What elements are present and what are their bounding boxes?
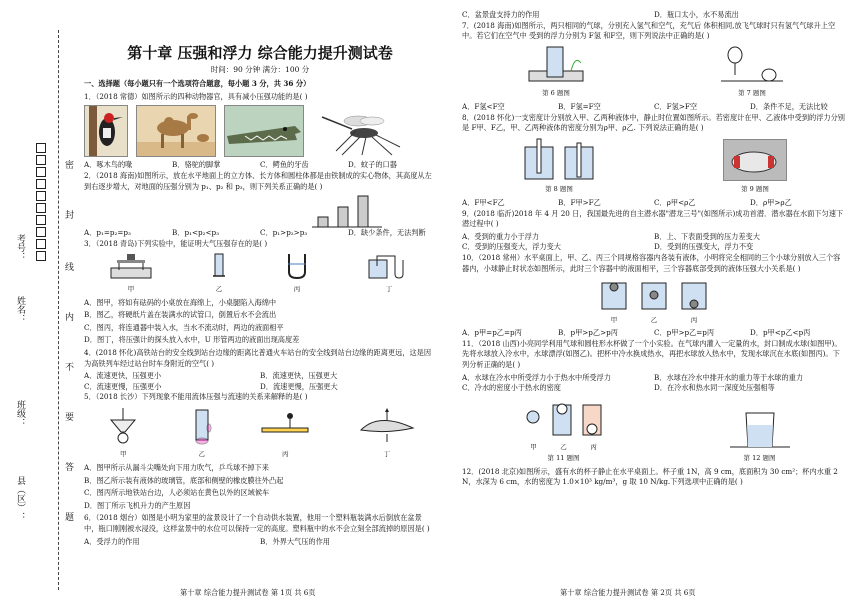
seal-char-7: 答 [63, 462, 73, 471]
fig7-caption: 第 7 题图 [738, 89, 766, 98]
q3-fig-a [107, 252, 155, 294]
q5-label-c: 丙 [282, 450, 289, 459]
q6-q7-figures [462, 45, 846, 99]
fig6-caption: 第 6 题图 [542, 89, 570, 98]
q4-option-b[interactable]: B．流速更快，压强更大 [260, 371, 338, 381]
hydrometer-figure [521, 137, 597, 181]
crocodile-image [224, 105, 304, 157]
q3-label-c: 丙 [293, 284, 301, 293]
cup-on-table-figure [730, 407, 790, 449]
right-footer: 第十章 综合能力提升测试卷 第 2页 共 6页 [560, 588, 696, 597]
pressure-gauge-figure [365, 252, 413, 280]
q5-label-d: 丁 [383, 450, 390, 459]
container-yi [639, 277, 669, 311]
q5-fig-d [357, 406, 417, 460]
submersible-image [723, 139, 787, 181]
q9-options [462, 232, 846, 253]
q7-option-b[interactable]: B．F氢=F空 [558, 101, 601, 111]
q10-label-c: 丙 [690, 315, 698, 324]
wing-figure [357, 406, 417, 446]
q5-option-b[interactable]: B．图乙所示装有液体的玻璃管，底部和侧壁的橡皮膜往外凸起 [84, 475, 284, 485]
question-6: 6．（2018 烟台）如图是小明为家里的盆景设计了一个自动供水装置，他用一个塑料瓶装满水后倒放在盆景中，瓶口刚刚被水浸没，这样盆景中的水位可以保持一定的高度。塑料瓶中的水不会立刻全部流掉的原因是( ) [84, 513, 430, 534]
class-label: 班级： [15, 400, 25, 427]
q3-fig-c [283, 252, 311, 294]
q7-option-a[interactable]: A．F氢<F空 [462, 101, 505, 111]
q6-option-d[interactable]: D．瓶口太小，水不易流出 [654, 10, 739, 19]
container-jia [599, 277, 629, 311]
seal-dashed-line [58, 30, 59, 590]
inverted-tube-figure [209, 252, 229, 280]
q11-labels [519, 442, 609, 453]
container-bing [679, 277, 709, 311]
fig7-container [717, 45, 787, 99]
question-3: 3．（2018 青岛)下列实验中，能证明大气压强存在的是( ) [84, 238, 268, 248]
q11-label-b: 乙 [560, 443, 567, 452]
seal-char-4: 内 [63, 312, 73, 321]
fig11-caption: 第 11 题图 [547, 454, 580, 463]
q2-figure [84, 194, 436, 228]
seal-char-8: 题 [63, 512, 73, 521]
q8-option-d[interactable]: D．ρ甲>ρ乙 [750, 197, 792, 207]
exam-meta: 时间：90 分钟 满分：100 分 [210, 64, 310, 74]
seal-char-6: 要 [63, 412, 73, 421]
question-9: 9．(2018 临沂)2018 年 4 月 20 日，我国最先进的自主潜水器"潜龙三号"(如图所示)成功首潜．潜水器在水面下匀速下潜过程中( ) [462, 208, 844, 229]
q11-option-a[interactable]: A．水球在冷水中所受浮力小于热水中所受浮力 [462, 372, 611, 382]
q2-options [84, 228, 436, 239]
q7-option-d[interactable]: D．条件不足，无法比较 [750, 101, 828, 111]
q1-figures [84, 105, 436, 157]
q3-fig-b [209, 252, 229, 294]
q4-option-c[interactable]: C．流速更慢，压强更小 [84, 381, 162, 391]
q2-option-c[interactable]: C．p₁>p₂>p₃ [260, 228, 308, 238]
seal-char-1: 密 [63, 160, 73, 169]
name-label: 姓名： [15, 296, 25, 323]
question-8: 8．(2018 怀化)一支密度计分别放入甲、乙两种液体中，静止时位置如图所示。若密度计在甲、乙液体中受到的浮力分别是 F甲、F乙，甲、乙两种液体的密度分别为ρ甲、ρ乙. 下列说法正确的是( ) [462, 112, 845, 133]
q5-fig-c [260, 406, 310, 460]
sponge-table-figure [107, 252, 155, 280]
seal-char-3: 线 [63, 262, 73, 271]
fig12-container [730, 407, 790, 463]
fig9-caption: 第 9 题图 [741, 185, 769, 194]
question-1: 1．（2018 常德）如图所示的四种动物器官，具有减小压强功能的是( ) [84, 91, 308, 101]
fig8-caption: 第 8 题图 [545, 185, 573, 194]
section-heading: 一、选择题（每小题只有一个选项符合题意，每小题 3 分，共 36 分） [84, 79, 311, 89]
woodpecker-image [84, 105, 128, 157]
q11-label-c: 丙 [590, 443, 597, 452]
q6-option-c[interactable]: C．盆景盘支持力的作用 [462, 10, 540, 19]
q10-label-a: 甲 [610, 315, 618, 324]
fig8-container [521, 137, 597, 195]
q3-option-c[interactable]: C．图丙，将连通器中装入水，当水不流动时，两边的液面相平 [84, 322, 284, 332]
q10-label-b: 乙 [650, 315, 658, 324]
q4-option-d[interactable]: D．流速更慢，压强更大 [260, 381, 338, 391]
question-5: 5．（2018 长沙）下列现象不能用流体压强与流速的关系来解释的是( ) [84, 392, 308, 402]
question-7: 7．(2018 海南)如图所示，两只相同的气球，分别充入氢气和空气，充气后 体积相同,放飞气球时只有氢气气球升上空中。若它们在空气中 受到的浮力分别为 F氢 和F空，则下列说法中正确的是( ) [462, 20, 836, 41]
q4-option-a[interactable]: A．流速更快，压强更小 [84, 371, 162, 381]
q4-options [84, 371, 436, 392]
left-footer: 第十章 综合能力提升测试卷 第 1页 共 6页 [180, 588, 316, 597]
connector-tube-figure [283, 252, 311, 280]
q7-options [462, 102, 846, 113]
exam-no-boxes[interactable] [36, 142, 46, 262]
q6-options [84, 537, 436, 548]
subway-platform-figure [260, 406, 310, 446]
q2-option-d[interactable]: D．缺少条件，无法判断 [348, 228, 426, 238]
camel-image [136, 105, 216, 157]
q6-options-cont [462, 10, 846, 21]
q10-fig-c [679, 277, 709, 325]
q6-option-b[interactable]: B．外界大气压的作用 [260, 536, 330, 546]
q10-option-b[interactable]: B．p甲>p乙>p丙 [558, 328, 618, 338]
county-label: 县（区）： [15, 476, 25, 521]
q10-figures [462, 277, 846, 325]
right-column [462, 10, 846, 490]
q11-option-c[interactable]: C．冷水的密度小于热水的密度 [462, 383, 561, 393]
q11-label-a: 甲 [530, 443, 537, 452]
left-column [84, 10, 436, 547]
q2-option-b[interactable]: B．p₁<p₂<p₃ [172, 228, 219, 238]
funnel-ball-figure [103, 406, 143, 446]
q5-option-c[interactable]: C．图丙所示地铁站台边，人必须站在黄色以外的区域候车 [84, 488, 270, 498]
q8-option-b[interactable]: B．F甲>F乙 [558, 197, 601, 207]
solids-figure [312, 194, 382, 228]
question-10: 10．（2018 常州）水平桌面上，甲、乙、丙三个同规格容器内各装有液体，小明将完全相同的三个小球分别放入三个容器内，小球静止时状态如图所示，此时三个容器中的液面相平，三个容器底部受到的液体压强大小关系是( ) [462, 252, 841, 273]
question-11: 11．（2018 山西)小亮同学利用气球和圆柱形水杯做了一个小实验。在气球内灌入一定量的水，封口制成水球(如图甲)。先将水球放入冷水中，水球漂浮(如图乙)。把杯中冷水换成热水，再把水球放入热水中，发现水球沉在水底(如图丙)。下列分析正确的是( ) [462, 338, 842, 370]
page-title: 第十章 压强和浮力 综合能力提升测试卷 [127, 44, 393, 62]
q11-option-b[interactable]: B．水球在冷水中排开水的重力等于水球的重力 [654, 372, 804, 382]
q8-options [462, 198, 846, 209]
question-2: 2．（2018 海南)如图所示，放在水平地面上的立方体、长方体和圆柱体都是由铁制成的实心物体，其高度从左到右逐步增大，对地面的压强分别为 p₁、p₂ 和 p₃，则下列关系正确的是( ) [84, 170, 432, 191]
seal-char-2: 封 [63, 210, 73, 219]
q11-option-d[interactable]: D．在冷水和热水同一深度处压强相等 [654, 383, 775, 393]
seal-gutter [0, 0, 82, 608]
q8-option-c[interactable]: C．ρ甲<ρ乙 [654, 197, 696, 207]
q3-option-a[interactable]: A．图甲，将如有砝码的小桌放在海绵上，小桌腿陷入海绵中 [84, 297, 277, 307]
q1-options [84, 160, 436, 171]
q10-fig-a [599, 277, 629, 325]
q9-option-b[interactable]: B．上、下表面受到的压力差变大 [654, 231, 760, 241]
q3-option-d[interactable]: D．图丁，将压强计的探头放入水中，U 形管两边的液面出现高度差 [84, 335, 300, 345]
q3-label-a: 甲 [127, 284, 135, 293]
q2-option-a[interactable]: A．p₁=p₂=p₃ [84, 228, 131, 238]
fig11-container [519, 397, 609, 464]
question-12: 12．(2018 北京)如图所示，盛有水的杯子静止在水平桌面上。杯子重 1N，高 9 cm，底面积为 30 cm²；杯内水重 2 N，水深为 6 cm，水的密度为 1.0×10³ kg/m³，g 取 10 N/kg.下列选项中正确的是( ) [462, 466, 838, 487]
q3-label-d: 丁 [385, 284, 393, 293]
water-balloon-figure [519, 397, 609, 439]
q1-option-d[interactable]: D．蚊子的口器 [348, 160, 397, 170]
seal-char-5: 不 [63, 362, 73, 371]
q10-option-d[interactable]: D．p甲<p乙<p丙 [750, 328, 811, 338]
q3-fig-d [365, 252, 413, 294]
q9-option-c[interactable]: C．受到的压强变大，浮力变大 [462, 242, 561, 252]
q1-option-b[interactable]: B．骆驼的脚掌 [172, 160, 221, 170]
q1-option-c[interactable]: C．鳄鱼的牙齿 [260, 160, 309, 170]
q5-fig-a [103, 406, 143, 460]
q5-label-b: 乙 [198, 450, 205, 459]
q10-options [462, 328, 846, 339]
q9-option-d[interactable]: D．受到的压强变大，浮力不变 [654, 242, 754, 252]
q8-q9-figures [462, 137, 846, 195]
q3-option-b[interactable]: B．图乙，将硬纸片盖在装满水的试管口，倒置后水不会流出 [84, 310, 277, 320]
mosquito-image [312, 107, 402, 157]
q5-option-d[interactable]: D．图丁所示飞机升力的产生原因 [84, 500, 191, 510]
q7-option-c[interactable]: C．F氢>F空 [654, 101, 698, 111]
question-4: 4．(2018 怀化)高铁站台的安全线到站台边缘的距离比普通火车站台的安全线到站台边缘的距离更远，这是因为高铁列车经过站台时车身附近的空气( ) [84, 347, 432, 368]
fig6-container [521, 45, 591, 99]
q10-option-c[interactable]: C．p甲>p乙=p丙 [654, 328, 715, 338]
q9-option-a[interactable]: A．受到的重力小于浮力 [462, 231, 540, 241]
q11-q12-figures [462, 397, 846, 464]
q5-figures [84, 406, 436, 460]
q5-option-a[interactable]: A．图甲所示从漏斗尖嘴处向下用力吹气，乒乓球不掉下来 [84, 463, 269, 473]
q1-option-a[interactable]: A．啄木鸟的喙 [84, 160, 133, 170]
fig12-caption: 第 12 题图 [743, 454, 776, 463]
q10-fig-b [639, 277, 669, 325]
q10-option-a[interactable]: A．p甲=p乙=p丙 [462, 328, 522, 338]
q3-figures [84, 252, 436, 294]
auto-water-device-figure [521, 45, 591, 85]
balloons-figure [717, 45, 787, 85]
exam-no-label: 考号： [15, 234, 25, 261]
q8-option-a[interactable]: A．F甲<F乙 [462, 197, 505, 207]
q11-options [462, 373, 846, 394]
q5-label-a: 甲 [120, 450, 127, 459]
q5-fig-b [190, 406, 214, 460]
fig9-container [723, 139, 787, 195]
q6-option-a[interactable]: A．受浮力的作用 [84, 536, 140, 546]
membrane-tube-figure [190, 406, 214, 446]
q3-label-b: 乙 [215, 284, 223, 293]
